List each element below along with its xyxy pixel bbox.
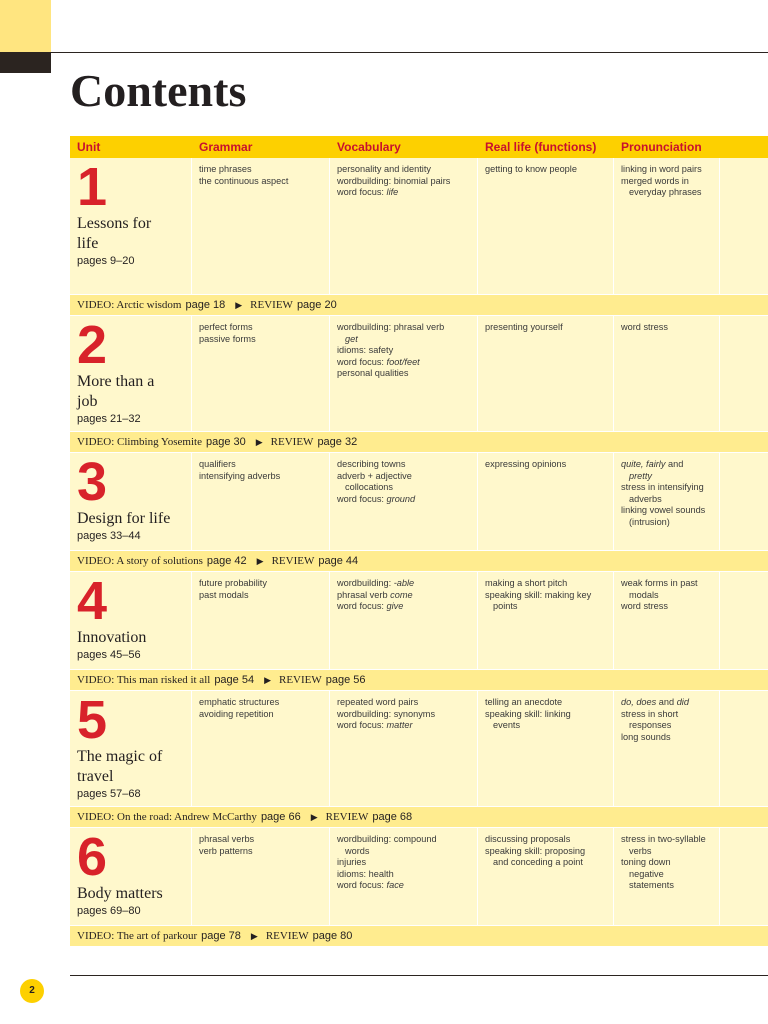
video-title: VIDEO: A story of solutions [77, 555, 203, 567]
italic-term: come [390, 589, 413, 600]
line-text: negative [629, 868, 664, 879]
list-item [621, 601, 713, 613]
review-page-link[interactable]: page 44 [318, 555, 359, 567]
triangle-right-icon: ▶ [250, 931, 258, 941]
line-text: the continuous aspect [199, 175, 289, 186]
video-page-link[interactable]: page 78 [201, 930, 241, 942]
unit-title: The magic of [77, 748, 163, 765]
list-item [337, 697, 471, 709]
unit-number: 4 [77, 571, 108, 631]
list-item [621, 834, 713, 846]
list-item [485, 720, 607, 732]
line-text: describing towns [337, 459, 406, 469]
list-item [485, 834, 607, 846]
header-unit: Unit [77, 140, 101, 154]
line-text: expressing opinions [485, 459, 567, 469]
line-text: speaking skill: making key [485, 589, 592, 600]
header-pronunciation: Pronunciation [621, 140, 702, 154]
list-item [485, 164, 607, 176]
list-item [485, 590, 607, 602]
video-title: VIDEO: Climbing Yosemite [77, 436, 202, 448]
list-item [621, 869, 713, 881]
unit-pages: pages 69–80 [77, 905, 141, 917]
bottom-rule [70, 975, 768, 976]
video-title: VIDEO: This man risked it all [77, 674, 211, 686]
unit-cell [70, 828, 192, 925]
unit-title: Body matters [77, 885, 163, 902]
line-text: stress in short [621, 708, 679, 719]
line-text: getting to know people [485, 164, 577, 174]
line-text: personality and identity [337, 164, 431, 174]
line-text: word focus: [337, 356, 387, 367]
line-text: and conceding a point [493, 857, 583, 868]
list-item [621, 187, 713, 199]
review-page-link[interactable]: page 32 [317, 436, 358, 448]
spacer-cell [720, 691, 768, 806]
line-text: linking in word pairs [621, 164, 702, 174]
line-text: phrasal verbs [199, 834, 255, 844]
list-item [485, 709, 607, 721]
review-label: REVIEW [250, 299, 293, 311]
line-text: past modals [199, 589, 249, 600]
real-life-cell [478, 158, 614, 294]
line-text: qualifiers [199, 459, 236, 469]
video-review-row [70, 925, 768, 947]
unit-title: Innovation [77, 629, 147, 646]
list-item [485, 322, 607, 334]
line-text: wordbuilding: [337, 578, 394, 588]
unit-row [70, 828, 768, 925]
header-real-life: Real life (functions) [485, 140, 597, 154]
line-text: telling an anecdote [485, 697, 563, 707]
review-label: REVIEW [279, 674, 322, 686]
line-text: merged words in [621, 175, 689, 186]
list-item [199, 590, 323, 602]
unit-title: travel [77, 768, 114, 785]
line-text: events [493, 720, 521, 731]
line-text: perfect forms [199, 322, 253, 332]
real-life-cell [478, 572, 614, 669]
line-text: word focus: [337, 880, 387, 891]
pronunciation-cell [614, 316, 720, 431]
list-item [337, 846, 471, 858]
italic-term: matter [386, 720, 413, 731]
line-text: avoiding repetition [199, 708, 274, 719]
unit-title: More than a [77, 373, 155, 390]
video-title: VIDEO: Arctic wisdom [77, 299, 182, 311]
unit-cell [70, 572, 192, 669]
italic-term: give [386, 601, 404, 612]
line-text: stress in two-syllable [621, 834, 706, 844]
line-text: and [665, 459, 684, 469]
list-item [337, 357, 471, 369]
corner-tab-yellow [0, 0, 51, 52]
vocabulary-cell [330, 828, 478, 925]
unit-cell [70, 453, 192, 550]
grammar-cell [192, 316, 330, 431]
unit-row [70, 158, 768, 294]
italic-term: did [676, 697, 689, 707]
grammar-cell [192, 572, 330, 669]
line-text: wordbuilding: binomial pairs [337, 175, 451, 186]
review-page-link[interactable]: page 20 [296, 299, 337, 311]
list-item [199, 459, 323, 471]
video-review-row [70, 294, 768, 316]
video-title: VIDEO: On the road: Andrew McCarthy [77, 811, 257, 823]
list-item [199, 334, 323, 346]
list-item [337, 334, 471, 346]
line-text: modals [629, 589, 659, 600]
list-item [485, 578, 607, 590]
pronunciation-cell [614, 158, 720, 294]
line-text: adverbs [629, 493, 662, 504]
real-life-cell [478, 828, 614, 925]
list-item [621, 482, 713, 494]
unit-number: 3 [77, 452, 108, 512]
unit-cell [70, 316, 192, 431]
review-label: REVIEW [325, 811, 369, 823]
list-item [199, 578, 323, 590]
unit-number: 6 [77, 827, 108, 887]
line-text: weak forms in past [621, 578, 698, 588]
grammar-cell [192, 691, 330, 806]
line-text: wordbuilding: synonyms [337, 708, 436, 719]
line-text: statements [629, 880, 674, 891]
video-review-row [70, 431, 768, 453]
real-life-cell [478, 316, 614, 431]
list-item [621, 846, 713, 858]
list-item [621, 732, 713, 744]
line-text: stress in intensifying [621, 482, 704, 493]
list-item [337, 368, 471, 380]
list-item [337, 187, 471, 199]
vocabulary-cell [330, 316, 478, 431]
list-item [337, 709, 471, 721]
line-text: word focus: [337, 601, 387, 612]
line-text: words [345, 845, 370, 856]
unit-pages: pages 33–44 [77, 530, 141, 542]
triangle-right-icon: ▶ [264, 675, 271, 685]
line-text: making a short pitch [485, 578, 568, 588]
spacer-cell [720, 158, 768, 294]
table-header [70, 136, 768, 158]
list-item [621, 709, 713, 721]
line-text: discussing proposals [485, 834, 571, 844]
vocabulary-cell [330, 572, 478, 669]
line-text: linking vowel sounds [621, 505, 706, 516]
line-text: phrasal verb [337, 589, 391, 600]
page-number-badge: 2 [20, 979, 44, 1003]
review-label: REVIEW [265, 930, 309, 942]
unit-number: 1 [77, 157, 108, 217]
triangle-right-icon: ▶ [255, 437, 263, 447]
list-item [199, 709, 323, 721]
list-item [337, 880, 471, 892]
list-item [621, 176, 713, 188]
video-page-link[interactable]: page 54 [214, 674, 255, 686]
triangle-right-icon: ▶ [235, 300, 243, 310]
italic-term: pretty [629, 470, 652, 481]
list-item [199, 176, 323, 188]
line-text: repeated word pairs [337, 697, 419, 707]
vocabulary-cell [330, 453, 478, 550]
unit-row [70, 316, 768, 431]
line-text: passive forms [199, 333, 256, 344]
pronunciation-cell [614, 828, 720, 925]
line-text: personal qualities [337, 368, 409, 379]
list-item [337, 834, 471, 846]
contents-table [70, 136, 768, 947]
review-label: REVIEW [271, 555, 315, 567]
real-life-cell [478, 691, 614, 806]
line-text: intensifying adverbs [199, 470, 281, 481]
pronunciation-cell [614, 572, 720, 669]
spacer-cell [720, 316, 768, 431]
real-life-cell [478, 453, 614, 550]
unit-cell [70, 158, 192, 294]
list-item [621, 322, 713, 334]
video-page-link[interactable]: page 18 [185, 299, 226, 311]
line-text: wordbuilding: compound [337, 834, 437, 844]
list-item [621, 857, 713, 869]
corner-tab-dark [0, 52, 51, 73]
italic-term: foot/feet [386, 356, 420, 367]
list-item [337, 345, 471, 357]
list-item [199, 834, 323, 846]
unit-pages: pages 21–32 [77, 413, 141, 425]
list-item [485, 846, 607, 858]
list-item [621, 578, 713, 590]
unit-title: Design for life [77, 510, 171, 527]
pronunciation-cell [614, 453, 720, 550]
line-text: idioms: safety [337, 345, 394, 356]
italic-term: ground [386, 493, 416, 504]
unit-row [70, 691, 768, 806]
unit-title: job [77, 393, 98, 410]
list-item [621, 505, 713, 517]
video-page-link[interactable]: page 30 [205, 436, 246, 448]
video-page-link[interactable]: page 42 [206, 555, 247, 567]
line-text: (intrusion) [629, 516, 670, 527]
grammar-cell [192, 828, 330, 925]
italic-term: quite, fairly [621, 459, 666, 469]
line-text: idioms: health [337, 868, 394, 879]
list-item [485, 697, 607, 709]
list-item [621, 494, 713, 506]
line-text: verb patterns [199, 845, 253, 856]
unit-row [70, 572, 768, 669]
list-item [199, 697, 323, 709]
list-item [337, 590, 471, 602]
unit-title: Lessons for [77, 215, 152, 232]
line-text: presenting yourself [485, 322, 563, 332]
review-page-link[interactable]: page 80 [312, 930, 353, 942]
list-item [485, 459, 607, 471]
line-text: word focus: [337, 187, 387, 198]
list-item [621, 880, 713, 892]
line-text: future probability [199, 578, 267, 588]
list-item [337, 494, 471, 506]
line-text: wordbuilding: phrasal verb [337, 322, 445, 332]
list-item [337, 601, 471, 613]
list-item [337, 869, 471, 881]
list-item [337, 164, 471, 176]
line-text: responses [629, 720, 672, 731]
line-text: verbs [629, 845, 652, 856]
unit-cell [70, 691, 192, 806]
triangle-right-icon: ▶ [256, 556, 264, 566]
grammar-cell [192, 158, 330, 294]
list-item [621, 517, 713, 529]
line-text: word stress [621, 601, 668, 612]
line-text: points [493, 601, 518, 612]
list-item [199, 471, 323, 483]
line-text: injuries [337, 857, 367, 868]
list-item [621, 590, 713, 602]
italic-term: -able [393, 578, 415, 588]
line-text: speaking skill: proposing [485, 845, 586, 856]
review-label: REVIEW [270, 436, 314, 448]
list-item [337, 857, 471, 869]
spacer-cell [720, 828, 768, 925]
list-item [337, 176, 471, 188]
video-title: VIDEO: The art of parkour [77, 930, 198, 942]
italic-term: life [386, 187, 399, 198]
italic-term: get [345, 333, 358, 344]
line-text: emphatic structures [199, 697, 280, 707]
list-item [621, 697, 713, 709]
video-review-row [70, 669, 768, 691]
list-item [337, 471, 471, 483]
line-text: toning down [621, 857, 671, 868]
list-item [337, 322, 471, 334]
header-vocabulary: Vocabulary [337, 140, 401, 154]
spacer-cell [720, 572, 768, 669]
list-item [621, 471, 713, 483]
line-text: collocations [345, 482, 394, 493]
review-page-link[interactable]: page 56 [325, 674, 366, 686]
list-item [621, 459, 713, 471]
line-text: and [656, 697, 677, 707]
list-item [485, 601, 607, 613]
pronunciation-cell [614, 691, 720, 806]
line-text: word focus: [337, 493, 387, 504]
top-rule [51, 52, 768, 53]
list-item [337, 459, 471, 471]
unit-pages: pages 45–56 [77, 649, 141, 661]
list-item [199, 322, 323, 334]
grammar-cell [192, 453, 330, 550]
video-page-link[interactable]: page 66 [260, 811, 301, 823]
unit-pages: pages 57–68 [77, 788, 141, 800]
list-item [621, 164, 713, 176]
list-item [199, 846, 323, 858]
review-page-link[interactable]: page 68 [372, 811, 413, 823]
page-title: Contents [70, 65, 247, 116]
spacer-cell [720, 453, 768, 550]
vocabulary-cell [330, 691, 478, 806]
triangle-right-icon: ▶ [310, 812, 318, 822]
list-item [199, 164, 323, 176]
italic-term: face [386, 880, 404, 891]
header-spacer [720, 136, 768, 158]
italic-term: do, does [621, 697, 657, 707]
line-text: speaking skill: linking [485, 708, 571, 719]
list-item [337, 720, 471, 732]
list-item [337, 578, 471, 590]
vocabulary-cell [330, 158, 478, 294]
unit-list [70, 158, 768, 947]
line-text: word focus: [337, 720, 387, 731]
unit-row [70, 453, 768, 550]
video-review-row [70, 550, 768, 572]
line-text: everyday phrases [629, 187, 702, 198]
unit-number: 2 [77, 315, 108, 375]
header-grammar: Grammar [199, 140, 253, 154]
list-item [485, 857, 607, 869]
line-text: adverb + adjective [337, 470, 412, 481]
line-text: word stress [621, 322, 668, 332]
unit-title: life [77, 235, 99, 252]
list-item [621, 720, 713, 732]
line-text: time phrases [199, 164, 252, 174]
unit-pages: pages 9–20 [77, 255, 135, 267]
unit-number: 5 [77, 690, 108, 750]
list-item [337, 482, 471, 494]
line-text: long sounds [621, 731, 671, 742]
video-review-row [70, 806, 768, 828]
